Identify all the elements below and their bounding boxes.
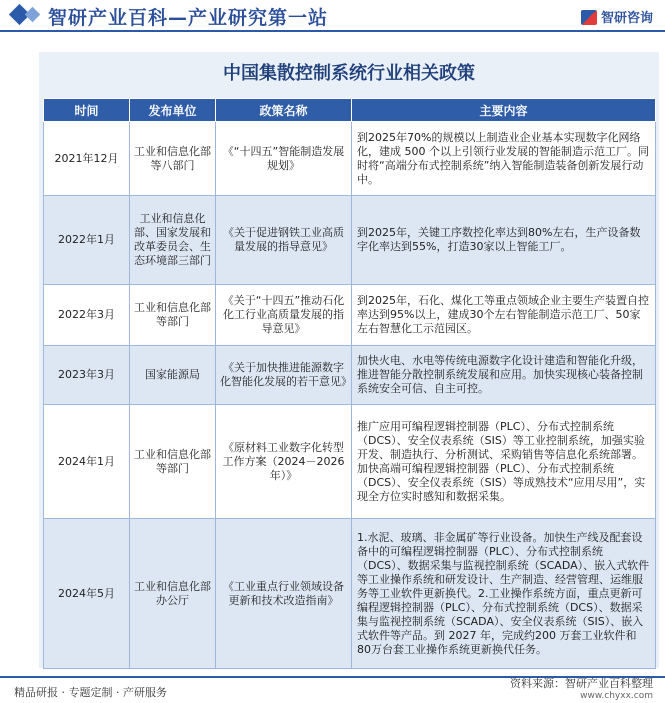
source-note: 资料来源：智研产业百科整理 — [510, 677, 653, 690]
cell-issuer: 工业和信息化部等部门 — [130, 405, 216, 519]
table-row — [44, 285, 656, 346]
diamond-accent-icon — [25, 7, 41, 23]
cell-issuer: 工业和信息化部等八部门 — [130, 122, 216, 196]
cell-time: 2022年1月 — [44, 196, 130, 285]
site-footer — [0, 676, 665, 703]
policy-table — [43, 98, 656, 669]
cell-content: 到2025年，石化、煤化工等重点领域企业主要生产装置自控率达到95%以上，建成30个左右智能制造示范工厂、50家左右智慧化工示范园区。 — [352, 285, 656, 346]
cell-issuer: 工业和信息化部等部门 — [130, 285, 216, 346]
column-header-issuer: 发布单位 — [130, 99, 216, 122]
policy-panel — [39, 52, 659, 668]
cell-time: 2021年12月 — [44, 122, 130, 196]
cell-policy: 《关于加快推进能源数字化智能化发展的若干意见》 — [216, 346, 352, 405]
cell-time: 2023年3月 — [44, 346, 130, 405]
table-row — [44, 346, 656, 405]
table-row — [44, 405, 656, 519]
table-header-row — [44, 99, 656, 122]
source-url[interactable]: www.chyxx.com — [580, 691, 653, 701]
footer-services: 精品研报 · 专题定制 · 产研服务 — [14, 686, 167, 699]
cell-content: 到2025年70%的规模以上制造业企业基本实现数字化网络化，建成 500 个以上引领行业发展的智能制造示范工厂。同时将“高端分布式控制系统”纳入智能制造装备创新发展行动中。 — [352, 122, 656, 196]
brand-logo[interactable] — [581, 7, 653, 26]
cell-content: 加快火电、水电等传统电源数字化设计建造和智能化升级，推进智能分散控制系统发展和应用。加快实现核心装备控制系统安全可信、自主可控。 — [352, 346, 656, 405]
site-header — [0, 0, 665, 32]
cell-policy: 《“十四五”智能制造发展规划》 — [216, 122, 352, 196]
cell-issuer: 工业和信息化部、国家发展和改革委员会、生态环境部三部门 — [130, 196, 216, 285]
cell-policy: 《关于“十四五”推动石化化工行业高质量发展的指导意见》 — [216, 285, 352, 346]
cell-content: 推广应用可编程逻辑控制器（PLC）、分布式控制系统（DCS）、安全仪表系统（SIS）等工业控制系统，加强实验开发、制造执行、分析测试、采购销售等信息化系统部署。加快高端可编程逻辑控制器（PLC）、分布式控制系统（DCS）、安全仪表系统（SIS）等成熟技术“应用尽用”，实现全方位实时感知和数据采集。 — [352, 405, 656, 519]
cell-content: 1.水泥、玻璃、非金属矿等行业设备。加快生产线及配套设备中的可编程逻辑控制器（PLC）、分布式控制系统（DCS）、数据采集与监视控制系统（SCADA）、嵌入式软件等工业操作系统和研发设计、生产制造、经营管理、运维服务等工业软件更新换代。2.工业操作系统方面，重点更新可编程逻辑控制器（PLC）、分布式控制系统（DCS）、数据采集与监视控制系统（SCADA）、安全仪表系统（SIS）、嵌入式软件等产品。到 2027 年，完成约200 万套工业软件和80万台套工业操作系统更新换代任务。 — [352, 519, 656, 669]
logo-text: 智研咨询 — [600, 11, 653, 26]
table-row — [44, 519, 656, 669]
table-row — [44, 196, 656, 285]
site-title: 智研产业百科—产业研究第一站 — [48, 7, 329, 29]
column-header-policy: 政策名称 — [216, 99, 352, 122]
table-title: 中国集散控制系统行业相关政策 — [223, 63, 475, 84]
column-header-content: 主要内容 — [352, 99, 656, 122]
cell-policy: 《原材料工业数字化转型工作方案（2024－2026年）》 — [216, 405, 352, 519]
footer-source — [510, 678, 653, 702]
cell-time: 2024年1月 — [44, 405, 130, 519]
logo-icon — [581, 10, 597, 25]
cell-time: 2022年3月 — [44, 285, 130, 346]
table-row — [44, 122, 656, 196]
cell-content: 到2025年，关键工序数控化率达到80%左右，生产设备数字化率达到55%，打造30家以上智能工厂。 — [352, 196, 656, 285]
cell-issuer: 国家能源局 — [130, 346, 216, 405]
cell-policy: 《工业重点行业领域设备更新和技术改造指南》 — [216, 519, 352, 669]
cell-policy: 《关于促进钢铁工业高质量发展的指导意见》 — [216, 196, 352, 285]
column-header-time: 时间 — [44, 99, 130, 122]
cell-time: 2024年5月 — [44, 519, 130, 669]
cell-issuer: 工业和信息化部办公厅 — [130, 519, 216, 669]
